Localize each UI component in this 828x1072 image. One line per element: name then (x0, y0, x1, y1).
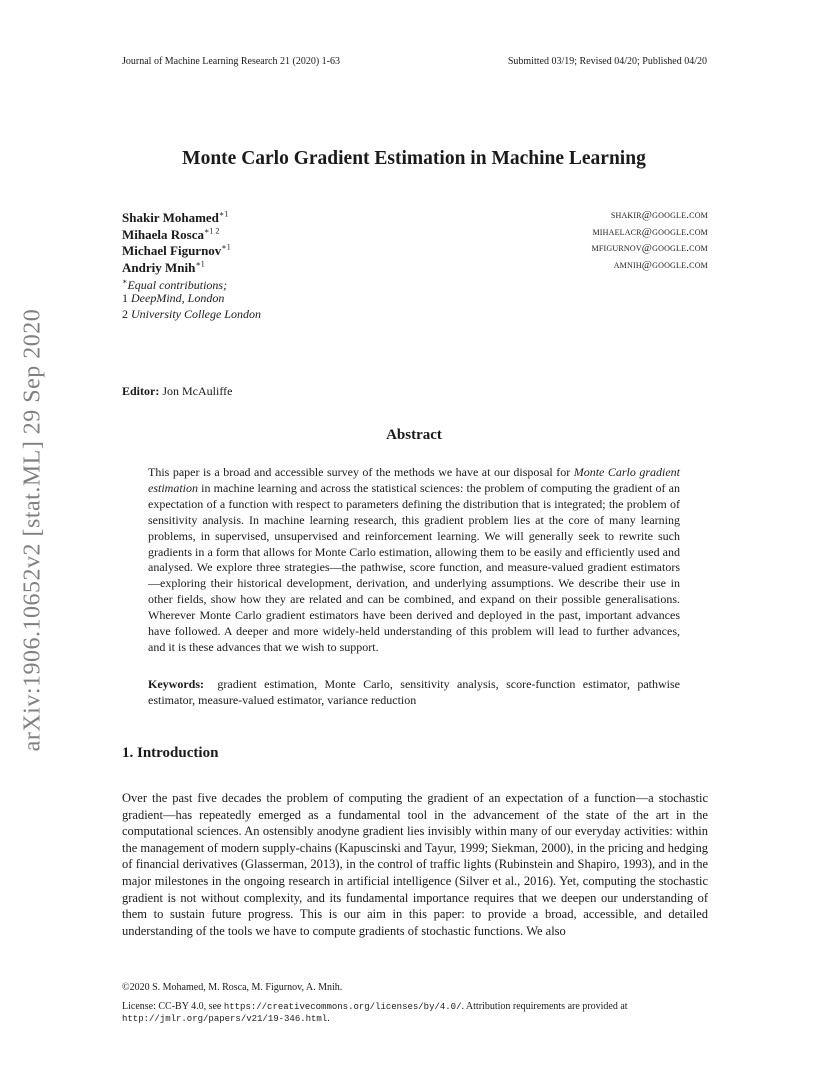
author-name: Andriy Mnih$^{∗1}$ (122, 259, 205, 275)
author-name: Michael Figurnov$^{∗1}$ (122, 243, 231, 259)
paper-url-line: http://jmlr.org/papers/v21/19-346.html. (122, 1013, 330, 1024)
author-affiliation-marks: ∗1 (218, 210, 229, 219)
equal-contribution-note: ∗Equal contributions; (122, 277, 228, 292)
copyright-notice: ©2020 S. Mohamed, M. Rosca, M. Figurnov, A. Mnih. (122, 982, 343, 993)
author-email[interactable]: mihaelacr@google.com (592, 225, 708, 238)
paper-link[interactable]: http://jmlr.org/papers/v21/19-346.html (122, 1014, 328, 1024)
author-email[interactable]: shakir@google.com (610, 209, 708, 221)
affiliation-deepmind: 1 DeepMind, London (122, 291, 225, 305)
abstract-heading: Abstract (386, 427, 442, 443)
license-line: License: CC-BY 4.0, see https://creativecommons.org/licenses/by/4.0/. Attribution requirements are provided at (122, 1001, 628, 1012)
author-affiliation-marks: ∗1 2 (203, 226, 220, 236)
editor-line: Editor: Jon McAuliffe (122, 384, 233, 398)
journal-header: Journal of Machine Learning Research 21 (2020) 1-63 (122, 56, 340, 67)
paper-title: Monte Carlo Gradient Estimation in Machine Learning (182, 148, 646, 169)
arxiv-identifier: arXiv:1906.10652v2 [stat.ML] 29 Sep 2020 (19, 308, 46, 752)
section-heading: 1. Introduction (122, 745, 219, 761)
author-row (122, 240, 708, 257)
keywords-text: gradient estimation, Monte Carlo, sensitivity analysis, score-function estimator, pathwise estimator, measure-valued estimator, variance reduction (148, 677, 681, 707)
abstract-body: This paper is a broad and accessible survey of the methods we have at our disposal for Monte Carlo gradient estimation in machine learning and across the statistical sciences: the problem of computing the gradient of an expectation of a function with respect to parameters defining the distribution that is integrated; the problem of sensitivity analysis. In machine learning research, this gradient problem lies at the core of many learning problems, in supervised, unsupervised and reinforcement learning. We will generally seek to rewrite such gradients in a form that allows for Monte Carlo estimation, allowing them to be easily and efficiently used and analysed. We explore three strategies—the pathwise, score function, and measure-valued gradient estimators—exploring their historical development, derivation, and underlying assumptions. We describe their use in other fields, show how they are related and can be combined, and expand on their possible generalisations. Wherever Monte Carlo gradient estimators have been derived and deployed in the past, important advances have followed. A deeper and more widely-held understanding of this problem will lead to further advances, and it is these advances that we wish to support. (148, 465, 681, 654)
publication-dates: Submitted 03/19; Revised 04/20; Published 04/20 (507, 56, 707, 67)
introduction-paragraph: Over the past five decades the problem of computing the gradient of an expectation of a function—a stochastic gradient—has repeatedly emerged as a fundamental tool in the advancement of the state of the art in the computational sciences. An ostensibly anodyne gradient lies invisibly within many of our everyday activities: within the management of modern supply-chains (Kapuscinski and Tayur, 1999; Siekman, 2000), in the pricing and hedging of financial derivatives (Glasserman, 2013), in the control of traffic lights (Rubinstein and Shapiro, 1993), and in the major milestones in the ongoing research in artificial intelligence (Silver et al., 2016). Yet, computing the stochastic gradient is not without complexity, and its fundamental importance requires that we deepen our understanding of them to sustain future progress. This is our aim in this paper: to provide a broad, accessible, and detailed understanding of the tools we have to compute gradients of stochastic functions. We also (122, 791, 708, 938)
affiliation-ucl: 2 University College London (122, 307, 261, 321)
author-email[interactable]: amnih@google.com (613, 258, 708, 271)
author-affiliation-marks: ∗1 (195, 259, 205, 269)
author-row (122, 224, 708, 241)
author-affiliation-marks: ∗1 (221, 243, 231, 252)
keywords-label: Keywords: (148, 677, 204, 691)
keywords (148, 677, 680, 709)
author-name: Shakir Mohamed$^{∗1}$ (122, 210, 229, 226)
author-name: Mihaela Rosca$^{∗1 2}$ (122, 226, 220, 242)
author-email[interactable]: mfigurnov@google.com (591, 242, 708, 254)
author-row (122, 207, 708, 224)
license-link[interactable]: https://creativecommons.org/licenses/by/4.0/ (223, 1002, 462, 1012)
author-block (122, 207, 708, 273)
author-row (122, 257, 708, 274)
